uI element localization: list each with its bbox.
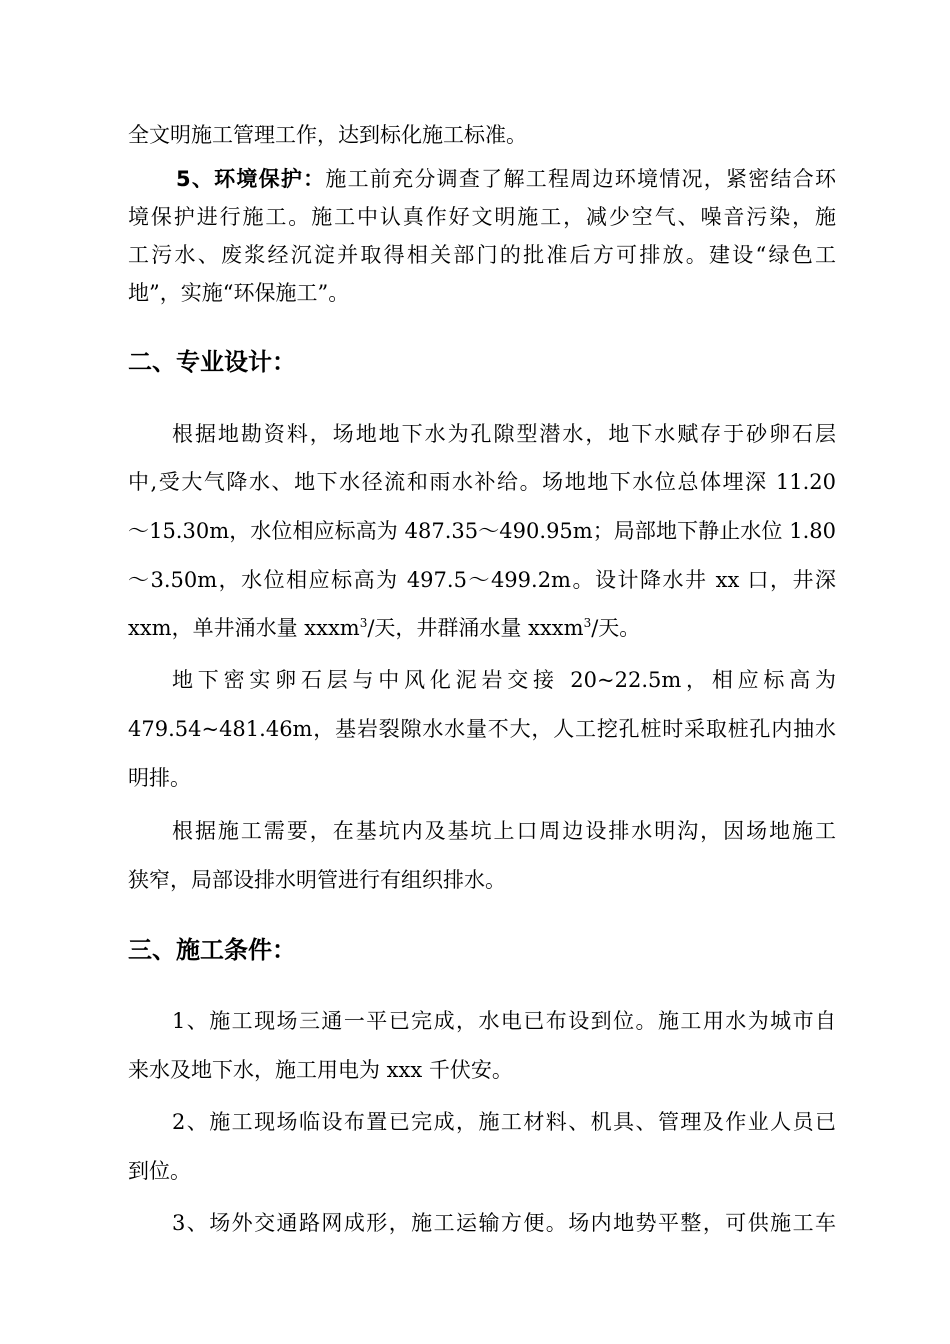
paragraph-line: 中,受大气降水、地下水径流和雨水补给。场地地下水位总体埋深 11.20 — [128, 470, 836, 494]
paragraph-line: 地下密实卵石层与中风化泥岩交接 20~22.5m，相应标高为 — [172, 668, 836, 692]
paragraph-line: 境保护进行施工。施工中认真作好文明施工，减少空气、噪音污染，施 — [128, 205, 836, 229]
paragraph-line: ～15.30m，水位相应标高为 487.35～490.95m；局部地下静止水位 1.80 — [128, 519, 836, 543]
paragraph-text: /天。 — [591, 616, 641, 640]
paragraph-text: 施工前充分调查了解工程周边环境情况，紧密结合环 — [325, 167, 836, 191]
paragraph-line: 工污水、废浆经沉淀并取得相关部门的批准后方可排放。建设“绿色工 — [128, 243, 836, 267]
section-heading-construction-conditions: 三、施工条件： — [128, 936, 296, 964]
paragraph-line: 明排。 — [128, 766, 191, 790]
paragraph-line: 3、场外交通路网成形，施工运输方便。场内地势平整，可供施工车 — [172, 1211, 836, 1235]
paragraph-text: xxm，单井涌水量 xxxm — [128, 616, 360, 640]
paragraph-line: ～3.50m，水位相应标高为 497.5～499.2m。设计降水井 xx 口，井深 — [128, 568, 836, 592]
paragraph-text: /天，井群涌水量 xxxm — [367, 616, 584, 640]
paragraph-line: 根据地勘资料，场地地下水为孔隙型潜水，地下水赋存于砂卵石层 — [172, 422, 836, 446]
paragraph-line-water-yield — [128, 614, 836, 642]
paragraph-line: 479.54~481.46m，基岩裂隙水水量不大，人工挖孔桩时采取桩孔内抽水 — [128, 717, 836, 741]
paragraph-line: 2、施工现场临设布置已完成，施工材料、机具、管理及作业人员已 — [172, 1110, 836, 1134]
superscript: 3 — [359, 616, 368, 630]
paragraph-line: 狭窄，局部设排水明管进行有组织排水。 — [128, 868, 506, 892]
paragraph-line: 1、施工现场三通一平已完成，水电已布设到位。施工用水为城市自 — [172, 1009, 836, 1033]
paragraph-line: 地”，实施“环保施工”。 — [128, 281, 350, 305]
paragraph-line: 根据施工需要，在基坑内及基坑上口周边设排水明沟，因场地施工 — [172, 819, 836, 843]
env-protection-line — [176, 165, 836, 193]
superscript: 3 — [583, 616, 592, 630]
paragraph-line: 到位。 — [128, 1159, 191, 1183]
paragraph-line: 全文明施工管理工作，达到标化施工标准。 — [128, 123, 527, 147]
section-heading-professional-design: 二、专业设计： — [128, 348, 296, 376]
paragraph-line: 来水及地下水，施工用电为 xxx 千伏安。 — [128, 1058, 513, 1082]
env-protection-label: 5、环境保护： — [176, 167, 326, 191]
